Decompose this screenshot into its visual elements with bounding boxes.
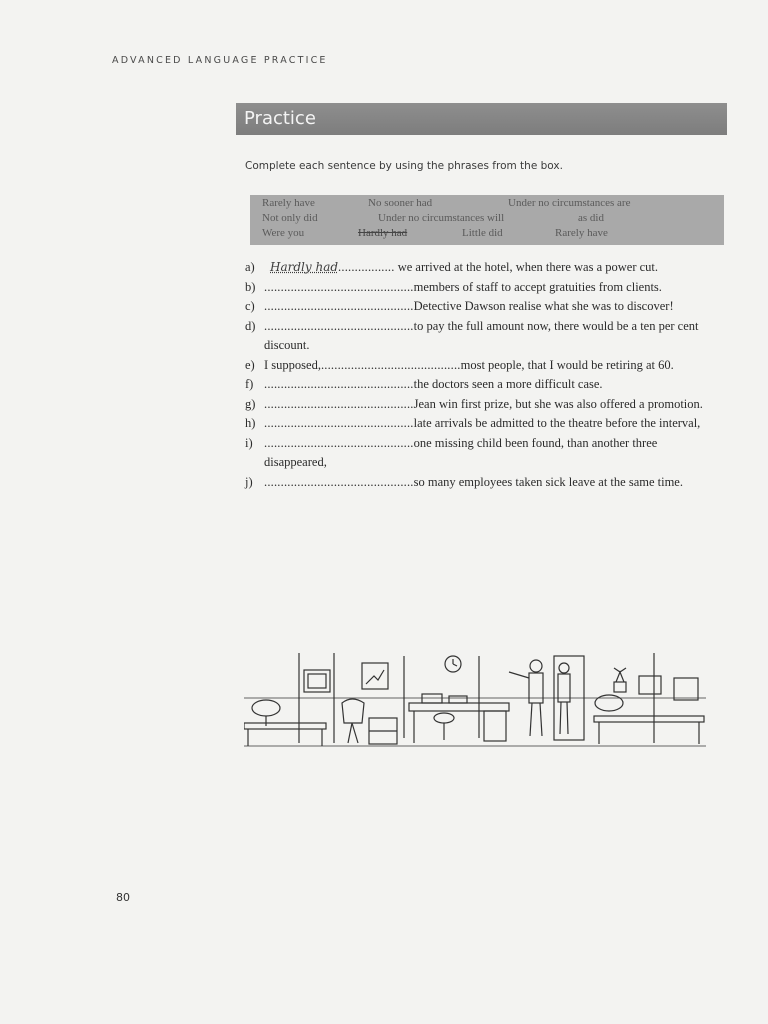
question-letter: c) [245, 299, 255, 313]
phrase-item: Not only did [262, 212, 318, 224]
phrase-item: Rarely have [262, 197, 315, 209]
answer-blank[interactable]: .......................................... [320, 357, 461, 372]
phrase-box [250, 195, 724, 245]
question-letter: g) [245, 396, 256, 411]
banner-title: Practice [244, 108, 316, 129]
phrase-item-struck: Hardly had [358, 227, 408, 239]
question-text: one missing child been found, than another three disappeared, [264, 435, 658, 469]
phrase-item: Were you [262, 227, 305, 239]
question-i [245, 434, 715, 473]
answer-blank[interactable]: ............................................. [264, 416, 414, 430]
instructions: Complete each sentence by using the phrases from the box. [245, 160, 563, 172]
question-letter: b) [245, 279, 256, 294]
answer-blank[interactable]: ............................................. [264, 474, 414, 489]
question-text: Detective Dawson realise what she was to discover! [413, 299, 674, 313]
answer-blank[interactable]: ............................................. [264, 396, 414, 411]
question-text: so many employees taken sick leave at the same time. [413, 474, 683, 489]
answer-blank[interactable]: ............................................. [264, 435, 414, 450]
phrase-item: No sooner had [368, 197, 433, 209]
question-letter: d) [245, 318, 256, 333]
question-text: the doctors seen a more difficult case. [413, 377, 603, 391]
phrase-item: Rarely have [555, 227, 608, 239]
question-text-pre: I supposed, [264, 357, 321, 372]
question-text: most people, that I would be retiring at 60. [460, 357, 674, 372]
answer-blank[interactable]: ............................................. [264, 318, 414, 333]
phrase-item: Under no circumstances are [508, 197, 631, 209]
answer-blank[interactable]: ............................................. [264, 299, 414, 313]
question-text: we arrived at the hotel, when there was a power cut. [394, 260, 659, 274]
filled-answer: Hardly had [270, 260, 339, 274]
question-f [245, 375, 715, 395]
office-cartoon-illustration [244, 648, 706, 754]
page-number: 80 [116, 891, 130, 904]
question-letter: h) [245, 416, 256, 430]
question-h [245, 414, 715, 434]
phrase-item: Under no circumstances will [378, 212, 505, 224]
question-d [245, 317, 715, 356]
question-letter: f) [245, 377, 254, 391]
question-text: late arrivals be admitted to the theatre before the interval, [413, 416, 701, 430]
question-b [245, 278, 715, 298]
question-a [245, 258, 715, 278]
question-letter: i) [245, 435, 253, 450]
answer-blank[interactable]: ............................................. [264, 279, 414, 294]
question-g [245, 395, 715, 415]
answer-blank[interactable]: ............................................. [264, 377, 414, 391]
question-text: Jean win first prize, but she was also offered a promotion. [413, 396, 703, 411]
question-text: to pay the full amount now, there would be a ten per cent discount. [264, 318, 699, 352]
question-letter: a) [245, 260, 255, 274]
practice-banner [236, 103, 727, 135]
phrase-item: as did [578, 212, 604, 224]
question-e [245, 356, 715, 376]
question-c [245, 297, 715, 317]
answer-blank[interactable]: ................. [338, 260, 395, 274]
phrase-item: Little did [462, 227, 503, 239]
question-text: members of staff to accept gratuities from clients. [413, 279, 662, 294]
question-j [245, 473, 715, 493]
question-list [245, 258, 715, 492]
question-letter: j) [245, 474, 253, 489]
running-head: ADVANCED LANGUAGE PRACTICE [112, 55, 328, 66]
question-letter: e) [245, 357, 255, 372]
